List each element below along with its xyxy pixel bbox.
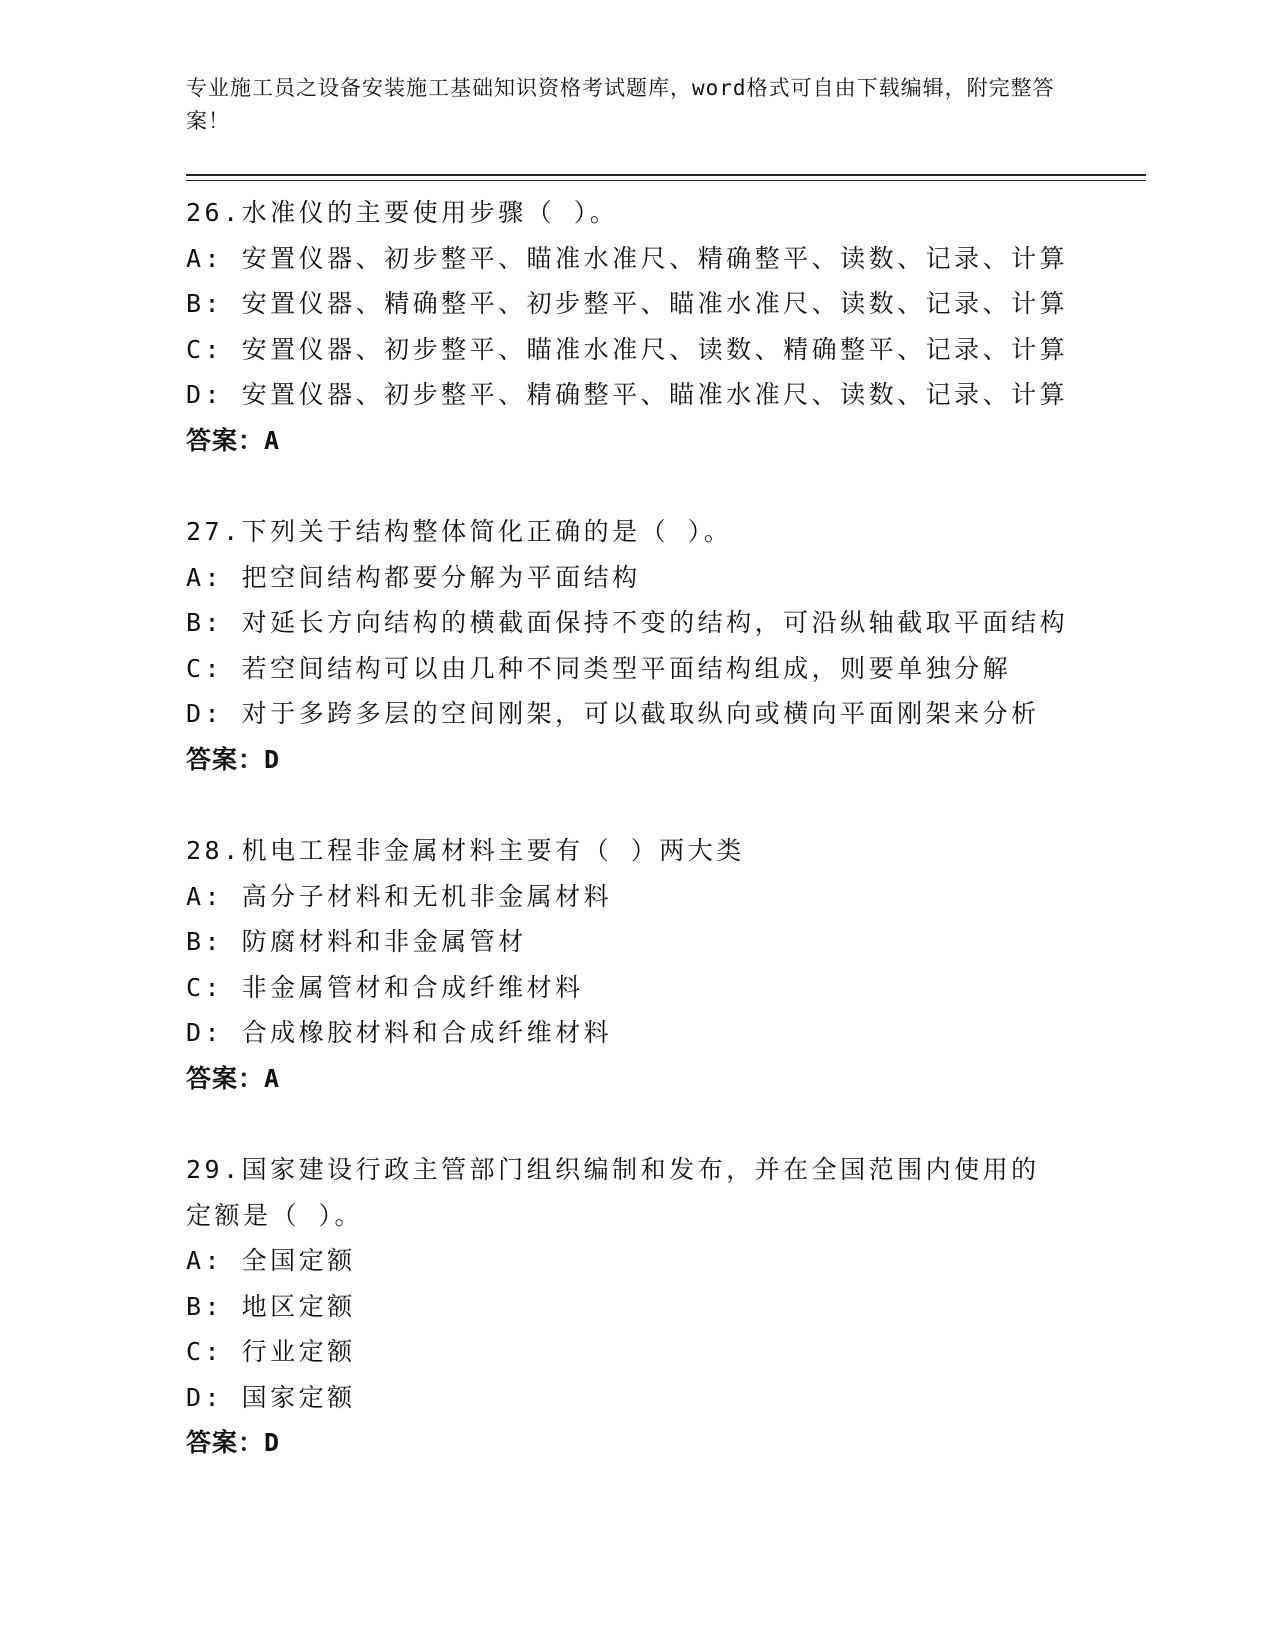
option-d: D: 国家定额 (186, 1382, 356, 1412)
header-divider-thin (186, 180, 1146, 181)
question-stem: 27.下列关于结构整体简化正确的是（ ）。 (186, 517, 733, 546)
answer-line: 答案：D (186, 744, 281, 774)
question-stem: 26.水准仪的主要使用步骤（ ）。 (186, 198, 619, 227)
question-list (186, 190, 1086, 1512)
option-d: D: 合成橡胶材料和合成纤维材料 (186, 1018, 613, 1047)
option-b: B: 对延长方向结构的横截面保持不变的结构，可沿纵轴截取平面结构 (186, 608, 1069, 637)
option-a: A: 高分子材料和无机非金属材料 (186, 881, 613, 911)
option-b: B: 安置仪器、精确整平、初步整平、瞄准水准尺、读数、记录、计算 (186, 289, 1069, 318)
document-header: 专业施工员之设备安装施工基础知识资格考试题库，word格式可自由下载编辑，附完整答案！ (186, 76, 1055, 133)
question-28 (186, 828, 1086, 1101)
question-29 (186, 1147, 1086, 1466)
header-divider-thick (186, 174, 1146, 176)
option-c: C: 行业定额 (186, 1337, 356, 1366)
question-26 (186, 190, 1086, 463)
answer-line: 答案：A (186, 425, 281, 455)
answer-line: 答案：D (186, 1428, 281, 1457)
option-a: A: 把空间结构都要分解为平面结构 (186, 562, 641, 592)
option-c: C: 若空间结构可以由几种不同类型平面结构组成，则要单独分解 (186, 653, 1012, 683)
option-d: D: 安置仪器、初步整平、精确整平、瞄准水准尺、读数、记录、计算 (186, 380, 1069, 409)
option-d: D: 对于多跨多层的空间刚架，可以截取纵向或横向平面刚架来分析 (186, 699, 1040, 728)
option-c: C: 安置仪器、初步整平、瞄准水准尺、读数、精确整平、记录、计算 (186, 334, 1069, 364)
option-b: B: 防腐材料和非金属管材 (186, 927, 527, 956)
option-c: C: 非金属管材和合成纤维材料 (186, 972, 584, 1002)
question-stem: 29.国家建设行政主管部门组织编制和发布，并在全国范围内使用的定额是（ ）。 (186, 1155, 1040, 1230)
question-27 (186, 509, 1086, 782)
option-a: A: 全国定额 (186, 1246, 356, 1275)
option-a: A: 安置仪器、初步整平、瞄准水准尺、精确整平、读数、记录、计算 (186, 243, 1069, 273)
answer-line: 答案：A (186, 1063, 281, 1093)
option-b: B: 地区定额 (186, 1291, 356, 1321)
question-stem: 28.机电工程非金属材料主要有（ ）两大类 (186, 836, 745, 865)
